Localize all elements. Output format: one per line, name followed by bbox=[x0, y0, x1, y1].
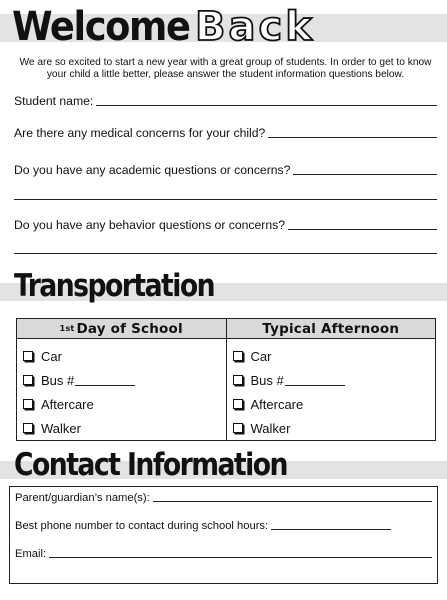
typical-afternoon-column bbox=[226, 319, 436, 440]
contact-heading: Contact Information bbox=[14, 447, 287, 483]
bus-number-line[interactable] bbox=[75, 374, 135, 386]
checkbox-icon[interactable] bbox=[23, 399, 33, 409]
option-label: Bus # bbox=[250, 372, 284, 388]
checkbox-icon[interactable] bbox=[23, 375, 33, 385]
student-name-line[interactable] bbox=[96, 105, 437, 106]
option-label: Car bbox=[41, 348, 62, 364]
contact-box bbox=[9, 486, 438, 584]
guardian-line[interactable] bbox=[153, 501, 432, 502]
afternoon-car-option[interactable] bbox=[227, 344, 436, 368]
bus-number-line[interactable] bbox=[285, 374, 345, 386]
medical-field[interactable] bbox=[14, 126, 437, 140]
checkbox-icon[interactable] bbox=[233, 399, 243, 409]
page-title bbox=[12, 0, 315, 54]
option-label: Walker bbox=[41, 420, 81, 436]
option-label: Car bbox=[250, 348, 272, 364]
option-label: Bus # bbox=[41, 372, 75, 388]
behavior-extra-line[interactable] bbox=[14, 253, 437, 254]
afternoon-aftercare-option[interactable] bbox=[227, 392, 436, 416]
email-field[interactable] bbox=[15, 548, 432, 560]
first-day-car-option[interactable] bbox=[17, 344, 226, 368]
email-label: Email: bbox=[15, 548, 47, 560]
email-line[interactable] bbox=[49, 557, 432, 558]
first-day-header bbox=[17, 319, 226, 339]
first-day-bus-option[interactable] bbox=[17, 368, 226, 392]
phone-label: Best phone number to contact during school hours: bbox=[15, 520, 269, 532]
behavior-field[interactable] bbox=[14, 218, 437, 232]
first-day-column bbox=[17, 319, 226, 440]
checkbox-icon[interactable] bbox=[23, 423, 33, 433]
first-day-header-text: Day of School bbox=[76, 320, 183, 337]
academic-line[interactable] bbox=[293, 174, 437, 175]
checkbox-icon[interactable] bbox=[233, 375, 243, 385]
option-label: Aftercare bbox=[41, 396, 94, 412]
checkbox-icon[interactable] bbox=[233, 351, 243, 361]
afternoon-walker-option[interactable] bbox=[227, 416, 436, 440]
title-welcome: Welcome bbox=[12, 4, 190, 50]
intro-text: We are so excited to start a new year with a great group of students. In order to get to know your child a little better, please answer the student information questions below. bbox=[19, 57, 432, 80]
first-day-aftercare-option[interactable] bbox=[17, 392, 226, 416]
behavior-label: Do you have any behavior questions or concerns? bbox=[14, 218, 285, 232]
academic-extra-line[interactable] bbox=[14, 199, 437, 200]
title-back: Back bbox=[195, 4, 315, 50]
phone-line[interactable] bbox=[271, 529, 391, 530]
transportation-table bbox=[16, 318, 436, 441]
transportation-heading: Transportation bbox=[14, 268, 215, 304]
option-label: Walker bbox=[250, 420, 291, 436]
afternoon-bus-option[interactable] bbox=[227, 368, 436, 392]
guardian-field[interactable] bbox=[15, 492, 432, 504]
option-label: Aftercare bbox=[250, 396, 304, 412]
behavior-line[interactable] bbox=[288, 229, 437, 230]
checkbox-icon[interactable] bbox=[23, 351, 33, 361]
checkbox-icon[interactable] bbox=[233, 423, 243, 433]
medical-line[interactable] bbox=[268, 137, 437, 138]
phone-field[interactable] bbox=[15, 520, 432, 532]
academic-field[interactable] bbox=[14, 163, 437, 177]
academic-label: Do you have any academic questions or concerns? bbox=[14, 163, 291, 177]
first-day-walker-option[interactable] bbox=[17, 416, 226, 440]
medical-label: Are there any medical concerns for your child? bbox=[14, 126, 266, 140]
guardian-label: Parent/guardian’s name(s): bbox=[15, 492, 150, 504]
typical-afternoon-header: Typical Afternoon bbox=[227, 319, 436, 339]
student-name-label: Student name: bbox=[14, 94, 94, 108]
student-name-field[interactable] bbox=[14, 94, 437, 108]
first-day-sup: 1st bbox=[59, 324, 75, 333]
